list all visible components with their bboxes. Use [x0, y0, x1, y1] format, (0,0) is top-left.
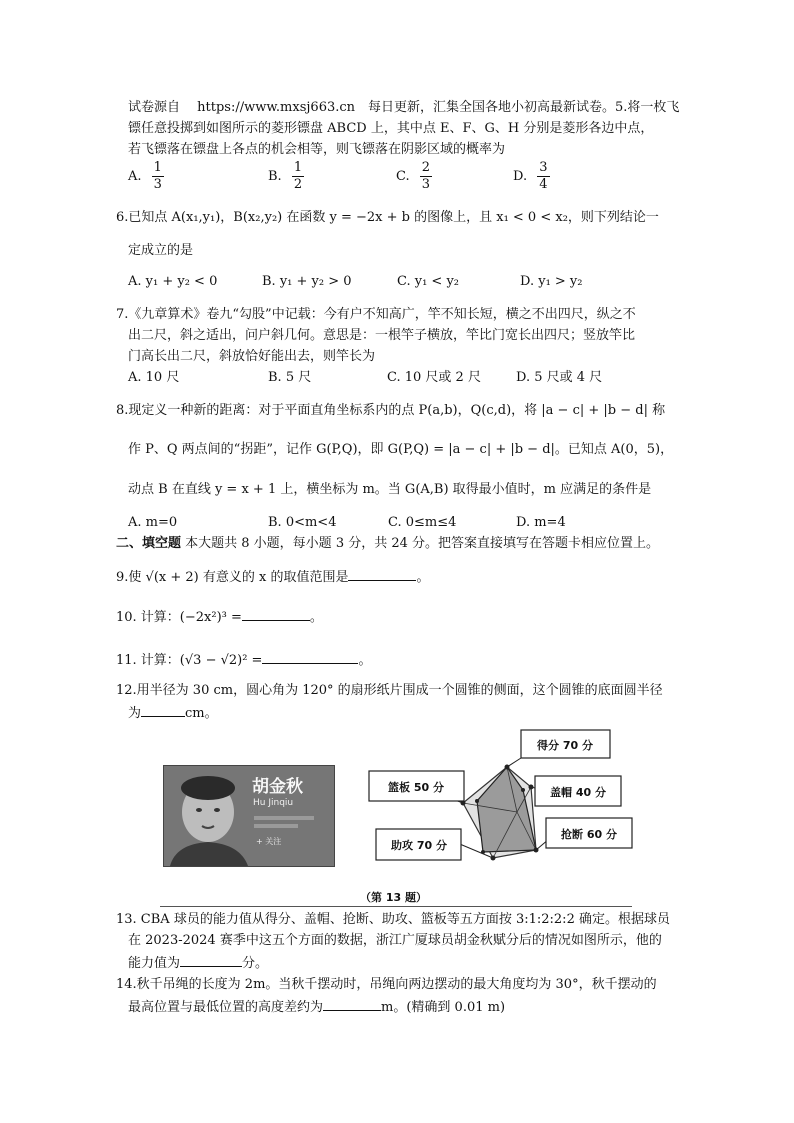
- section-2-heading: [116, 535, 659, 553]
- q5-line3: 若飞镖落在镖盘上各点的机会相等，则飞镖落在阴影区域的概率为: [128, 142, 506, 157]
- q5-option-c: C. $\frac{2}{3}$: [396, 160, 431, 192]
- q8-option-c: C. 0≤m≤4: [388, 515, 457, 530]
- q10-answer-blank[interactable]: [242, 607, 310, 621]
- player-name: 胡金秋: [252, 777, 303, 797]
- follow-label: + 关注: [256, 837, 282, 846]
- q12-answer-blank[interactable]: [141, 703, 185, 717]
- q6-option-c: C. y₁ < y₂: [397, 274, 460, 289]
- q5-option-a: A. $\frac{1}{3}$: [128, 160, 162, 192]
- q8-option-a: A. m=0: [128, 515, 178, 530]
- player-card: [163, 765, 335, 867]
- player-photo: [164, 766, 334, 866]
- q8-line3: 动点 B 在直线 y = x + 1 上，横坐标为 m。当 G(A,B) 取得最小值时，m 应满足的条件是: [128, 482, 652, 497]
- q8-option-b: B. 0<m<4: [268, 515, 337, 530]
- q5-option-b: B. $\frac{1}{2}$: [268, 160, 303, 192]
- q7-line3: 门高长出二尺，斜放恰好能出去，则竿长为: [128, 349, 376, 364]
- section-2-text: 本大题共 8 小题，每小题 3 分，共 24 分。把答案直接填写在答题卡相应位置上。: [181, 536, 660, 551]
- q6-option-b: B. y₁ + y₂ > 0: [262, 274, 352, 289]
- ability-radar-diagram: [365, 722, 635, 867]
- q7-option-b: B. 5 尺: [268, 370, 312, 385]
- q12-line2: 为 cm。: [128, 703, 218, 723]
- player-pinyin: Hu Jinqiu: [253, 798, 294, 808]
- section-2-title: 二、填空题: [116, 536, 182, 551]
- q14-line2: 最高位置与最低位置的高度差约为 m。(精确到 0.01 m): [128, 997, 505, 1017]
- q5-line1: 试卷源自 https://www.mxsj663.cn 每日更新，汇集全国各地小初高最新试卷。5.将一枚飞: [128, 100, 680, 115]
- q12-line1: 12.用半径为 30 cm，圆心角为 120° 的扇形纸片围成一个圆锥的侧面，这个圆锥的底面圆半径: [116, 683, 663, 698]
- q13-line3: 能力值为 分。: [128, 953, 268, 973]
- label-rebound: 篮板 50 分: [388, 781, 444, 794]
- figure-13-caption: （第 13 题）: [360, 891, 427, 904]
- q13-line2: 在 2023-2024 赛季中这五个方面的数据，浙江广厦球员胡金秋赋分后的情况如图所示，他的: [128, 933, 662, 948]
- label-block: 盖帽 40 分: [550, 786, 606, 799]
- q7-option-c: C. 10 尺或 2 尺: [387, 370, 481, 385]
- q5-line2: 镖任意投掷到如图所示的菱形镖盘 ABCD 上，其中点 E、F、G、H 分别是菱形各边中点，: [128, 121, 654, 136]
- q8-line1: 8.现定义一种新的距离：对于平面直角坐标系内的点 P(a,b)，Q(c,d)，将 |a − c| + |b − d| 称: [116, 403, 666, 418]
- q11: 11. 计算：(√3 − √2)² = 。: [116, 650, 371, 670]
- q13-answer-blank[interactable]: [180, 953, 242, 967]
- figure-13-rule: [160, 906, 632, 907]
- label-steal: 抢断 60 分: [561, 828, 617, 841]
- radar-value-area: [477, 767, 536, 852]
- label-assist: 助攻 70 分: [391, 839, 447, 852]
- q5-option-d: D. $\frac{3}{4}$: [513, 160, 548, 192]
- q8-option-d: D. m=4: [516, 515, 566, 530]
- q6-line2: 定成立的是: [128, 243, 194, 258]
- q13-line1: 13. CBA 球员的能力值从得分、盖帽、抢断、助攻、篮板等五方面按 3:1:2:2:2 确定。根据球员: [116, 912, 670, 927]
- q7-line2: 出二尺，斜之适出，问户斜几何。意思是：一根竿子横放，竿比门宽长出四尺；竖放竿比: [128, 328, 636, 343]
- label-score: 得分 70 分: [537, 739, 593, 752]
- q6-option-d: D. y₁ > y₂: [520, 274, 583, 289]
- q11-answer-blank[interactable]: [262, 650, 358, 664]
- q14-answer-blank[interactable]: [323, 997, 381, 1011]
- q7-option-a: A. 10 尺: [128, 370, 180, 385]
- q14-line1: 14.秋千吊绳的长度为 2m。当秋千摆动时，吊绳向两边摆动的最大角度均为 30°，秋千摆动的: [116, 977, 657, 992]
- q9: 9.使 √(x + 2) 有意义的 x 的取值范围是 。: [116, 567, 429, 587]
- q6-line1: 6.已知点 A(x₁,y₁)，B(x₂,y₂) 在函数 y = −2x + b 的图像上，且 x₁ < 0 < x₂，则下列结论一: [116, 210, 659, 225]
- q9-answer-blank[interactable]: [348, 567, 416, 581]
- q7-option-d: D. 5 尺或 4 尺: [516, 370, 603, 385]
- q7-line1: 7.《九章算术》卷九“勾股”中记载：今有户不知高广，竿不知长短，横之不出四尺，纵之不: [116, 307, 636, 322]
- q10: 10. 计算：(−2x²)³ = 。: [116, 607, 323, 627]
- q6-option-a: A. y₁ + y₂ < 0: [128, 274, 218, 289]
- q8-line2: 作 P、Q 两点间的“拐距”，记作 G(P,Q)，即 G(P,Q) = |a − c| + |b − d|。已知点 A(0，5)，: [128, 442, 674, 457]
